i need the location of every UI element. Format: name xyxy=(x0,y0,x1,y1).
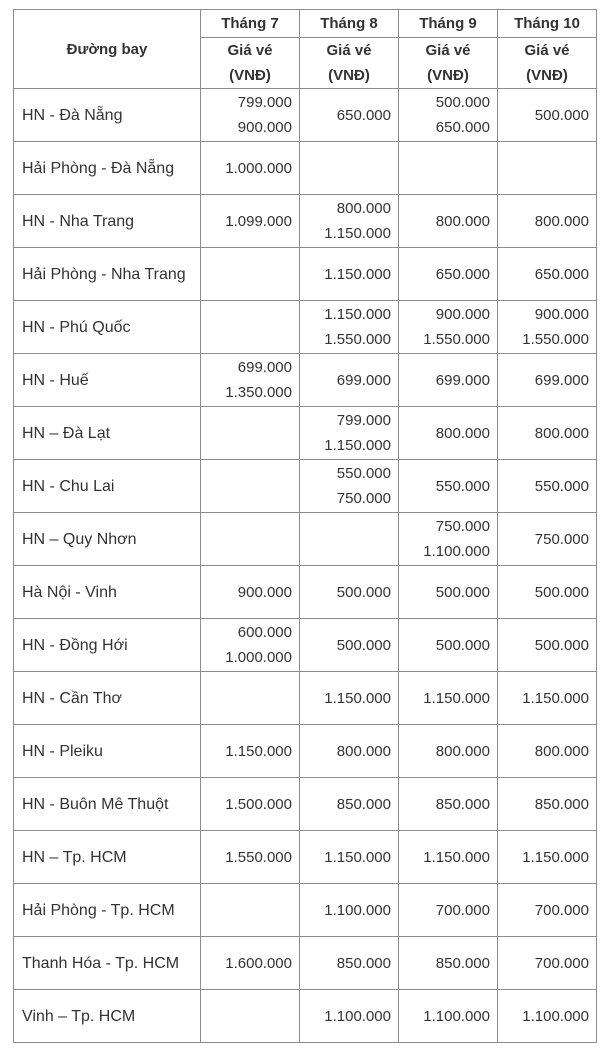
price-value: 1.100.000 xyxy=(324,1007,391,1025)
price-cell xyxy=(300,513,399,566)
month-header-10: Tháng 10 xyxy=(498,10,597,38)
price-value: 500.000 xyxy=(534,583,589,601)
price-value: 1.150.000 xyxy=(522,848,589,866)
price-cell xyxy=(399,89,498,142)
price-value: 1.150.000 xyxy=(324,437,391,454)
price-value: 700.000 xyxy=(534,954,589,972)
price-value: 900.000 xyxy=(237,583,292,601)
route-cell: HN - Cần Thơ xyxy=(14,672,201,725)
price-value: 1.500.000 xyxy=(225,795,292,813)
price-cell xyxy=(498,248,597,301)
price-value: 800.000 xyxy=(435,742,490,760)
route-cell: HN - Huế xyxy=(14,354,201,407)
table-row xyxy=(14,566,597,619)
route-cell: HN - Đà Nẵng xyxy=(14,89,201,142)
price-value: 1.100.000 xyxy=(423,543,490,560)
route-cell: Vinh – Tp. HCM xyxy=(14,990,201,1043)
price-value: 699.000 xyxy=(237,359,292,376)
price-cell xyxy=(498,354,597,407)
month-header-9: Tháng 9 xyxy=(399,10,498,38)
price-value: 1.100.000 xyxy=(423,1007,490,1025)
price-cell xyxy=(300,778,399,831)
price-value: 650.000 xyxy=(534,265,589,283)
table-row xyxy=(14,884,597,937)
price-cell xyxy=(300,195,399,248)
table-row xyxy=(14,142,597,195)
price-cell xyxy=(498,142,597,195)
price-value: 1.150.000 xyxy=(324,848,391,866)
price-value: 550.000 xyxy=(435,477,490,495)
route-cell: HN – Quy Nhơn xyxy=(14,513,201,566)
price-cell xyxy=(201,142,300,195)
price-cell xyxy=(399,990,498,1043)
price-value: 750.000 xyxy=(534,530,589,548)
route-cell: HN - Phú Quốc xyxy=(14,301,201,354)
price-cell xyxy=(498,937,597,990)
price-cell xyxy=(300,937,399,990)
month-header-8: Tháng 8 xyxy=(300,10,399,38)
price-value: 500.000 xyxy=(435,94,490,111)
price-cell xyxy=(399,195,498,248)
price-value: 1.150.000 xyxy=(324,225,391,242)
price-value: 800.000 xyxy=(336,742,391,760)
price-cell xyxy=(300,619,399,672)
price-cell xyxy=(201,354,300,407)
price-value: 1.550.000 xyxy=(225,848,292,866)
price-cell xyxy=(399,725,498,778)
table-row xyxy=(14,937,597,990)
price-cell xyxy=(201,990,300,1043)
price-value: 500.000 xyxy=(336,583,391,601)
price-cell xyxy=(201,619,300,672)
price-cell xyxy=(498,884,597,937)
price-value: 1.099.000 xyxy=(225,212,292,230)
price-value: 850.000 xyxy=(435,954,490,972)
price-value: 1.000.000 xyxy=(225,159,292,177)
price-value: 1.150.000 xyxy=(522,689,589,707)
price-cell xyxy=(399,566,498,619)
table-row xyxy=(14,725,597,778)
table-row xyxy=(14,460,597,513)
price-cell xyxy=(300,407,399,460)
price-cell xyxy=(399,407,498,460)
price-cell xyxy=(201,725,300,778)
table-row xyxy=(14,778,597,831)
price-value: 850.000 xyxy=(336,795,391,813)
price-value: 900.000 xyxy=(534,306,589,323)
price-value: 1.150.000 xyxy=(324,689,391,707)
price-value: 1.550.000 xyxy=(522,331,589,348)
price-cell xyxy=(399,672,498,725)
price-value: 500.000 xyxy=(435,636,490,654)
price-cell xyxy=(399,619,498,672)
price-value: 750.000 xyxy=(336,490,391,507)
route-cell: HN – Đà Lạt xyxy=(14,407,201,460)
price-value: 500.000 xyxy=(534,106,589,124)
table-row xyxy=(14,301,597,354)
price-cell xyxy=(498,725,597,778)
price-cell xyxy=(300,142,399,195)
price-cell xyxy=(399,513,498,566)
route-cell: HN - Chu Lai xyxy=(14,460,201,513)
price-cell xyxy=(498,990,597,1043)
price-cell xyxy=(201,778,300,831)
price-value: 650.000 xyxy=(336,106,391,124)
price-value: 900.000 xyxy=(435,306,490,323)
price-value: 1.550.000 xyxy=(324,331,391,348)
price-cell xyxy=(201,301,300,354)
price-cell xyxy=(201,89,300,142)
price-value: 750.000 xyxy=(435,518,490,535)
fare-table-container xyxy=(13,9,597,1043)
price-value: 650.000 xyxy=(435,265,490,283)
price-cell xyxy=(201,937,300,990)
table-row xyxy=(14,990,597,1043)
price-cell xyxy=(498,513,597,566)
price-cell xyxy=(300,672,399,725)
route-column-header: Đường bay xyxy=(14,10,201,89)
price-value: 800.000 xyxy=(336,200,391,217)
price-cell xyxy=(498,619,597,672)
price-cell xyxy=(399,937,498,990)
price-value: 550.000 xyxy=(534,477,589,495)
price-cell xyxy=(399,884,498,937)
price-cell xyxy=(399,354,498,407)
price-value: 800.000 xyxy=(534,742,589,760)
route-cell: Thanh Hóa - Tp. HCM xyxy=(14,937,201,990)
price-subheader: Giá vé (VNĐ) xyxy=(201,38,300,89)
price-cell xyxy=(399,831,498,884)
price-value: 500.000 xyxy=(534,636,589,654)
price-cell xyxy=(498,566,597,619)
price-value: 1.100.000 xyxy=(324,901,391,919)
route-cell: HN - Buôn Mê Thuột xyxy=(14,778,201,831)
price-cell xyxy=(201,195,300,248)
price-cell xyxy=(498,89,597,142)
price-cell xyxy=(399,301,498,354)
route-cell: HN - Nha Trang xyxy=(14,195,201,248)
price-value: 1.550.000 xyxy=(423,331,490,348)
table-row xyxy=(14,248,597,301)
price-cell xyxy=(201,831,300,884)
price-value: 1.150.000 xyxy=(324,306,391,323)
price-value: 1.150.000 xyxy=(324,265,391,283)
price-cell xyxy=(300,460,399,513)
price-value: 800.000 xyxy=(534,212,589,230)
table-row xyxy=(14,195,597,248)
price-cell xyxy=(300,884,399,937)
price-cell xyxy=(498,460,597,513)
table-body xyxy=(14,89,597,1043)
price-cell xyxy=(300,89,399,142)
price-value: 799.000 xyxy=(237,94,292,111)
price-value: 1.150.000 xyxy=(225,742,292,760)
price-value: 799.000 xyxy=(336,412,391,429)
price-value: 550.000 xyxy=(336,465,391,482)
price-subheader: Giá vé (VNĐ) xyxy=(498,38,597,89)
price-value: 1.150.000 xyxy=(423,848,490,866)
price-value: 699.000 xyxy=(336,371,391,389)
price-cell xyxy=(201,672,300,725)
price-cell xyxy=(201,460,300,513)
price-cell xyxy=(201,513,300,566)
fare-table xyxy=(13,9,597,1043)
price-value: 700.000 xyxy=(435,901,490,919)
price-cell xyxy=(300,831,399,884)
route-cell: HN - Đồng Hới xyxy=(14,619,201,672)
table-header xyxy=(14,10,597,89)
table-row xyxy=(14,513,597,566)
price-value: 700.000 xyxy=(534,901,589,919)
price-value: 1.600.000 xyxy=(225,954,292,972)
price-value: 600.000 xyxy=(237,624,292,641)
route-cell: Hải Phòng - Tp. HCM xyxy=(14,884,201,937)
price-cell xyxy=(498,301,597,354)
route-cell: HN – Tp. HCM xyxy=(14,831,201,884)
price-cell xyxy=(300,725,399,778)
price-value: 900.000 xyxy=(237,119,292,136)
route-cell: Hải Phòng - Đà Nẵng xyxy=(14,142,201,195)
price-cell xyxy=(201,566,300,619)
month-header-7: Tháng 7 xyxy=(201,10,300,38)
price-subheader: Giá vé (VNĐ) xyxy=(399,38,498,89)
table-row xyxy=(14,672,597,725)
price-value: 1.100.000 xyxy=(522,1007,589,1025)
price-subheader: Giá vé (VNĐ) xyxy=(300,38,399,89)
price-cell xyxy=(498,195,597,248)
price-cell xyxy=(300,990,399,1043)
price-cell xyxy=(399,460,498,513)
price-value: 500.000 xyxy=(336,636,391,654)
table-row xyxy=(14,619,597,672)
price-value: 1.000.000 xyxy=(225,649,292,666)
price-cell xyxy=(201,884,300,937)
price-cell xyxy=(300,566,399,619)
price-value: 1.350.000 xyxy=(225,384,292,401)
price-cell xyxy=(399,248,498,301)
route-cell: Hải Phòng - Nha Trang xyxy=(14,248,201,301)
price-cell xyxy=(498,672,597,725)
price-cell xyxy=(300,248,399,301)
price-cell xyxy=(498,407,597,460)
price-value: 1.150.000 xyxy=(423,689,490,707)
price-value: 699.000 xyxy=(435,371,490,389)
price-cell xyxy=(300,354,399,407)
price-value: 500.000 xyxy=(435,583,490,601)
table-row xyxy=(14,831,597,884)
route-cell: Hà Nội - Vinh xyxy=(14,566,201,619)
price-value: 699.000 xyxy=(534,371,589,389)
price-cell xyxy=(498,831,597,884)
table-row xyxy=(14,354,597,407)
table-row xyxy=(14,89,597,142)
price-value: 850.000 xyxy=(336,954,391,972)
route-cell: HN - Pleiku xyxy=(14,725,201,778)
price-value: 800.000 xyxy=(534,424,589,442)
price-cell xyxy=(300,301,399,354)
price-value: 800.000 xyxy=(435,212,490,230)
price-cell xyxy=(399,778,498,831)
table-row xyxy=(14,407,597,460)
price-cell xyxy=(399,142,498,195)
price-value: 850.000 xyxy=(534,795,589,813)
price-value: 850.000 xyxy=(435,795,490,813)
price-value: 650.000 xyxy=(435,119,490,136)
price-cell xyxy=(498,778,597,831)
price-value: 800.000 xyxy=(435,424,490,442)
price-cell xyxy=(201,407,300,460)
price-cell xyxy=(201,248,300,301)
